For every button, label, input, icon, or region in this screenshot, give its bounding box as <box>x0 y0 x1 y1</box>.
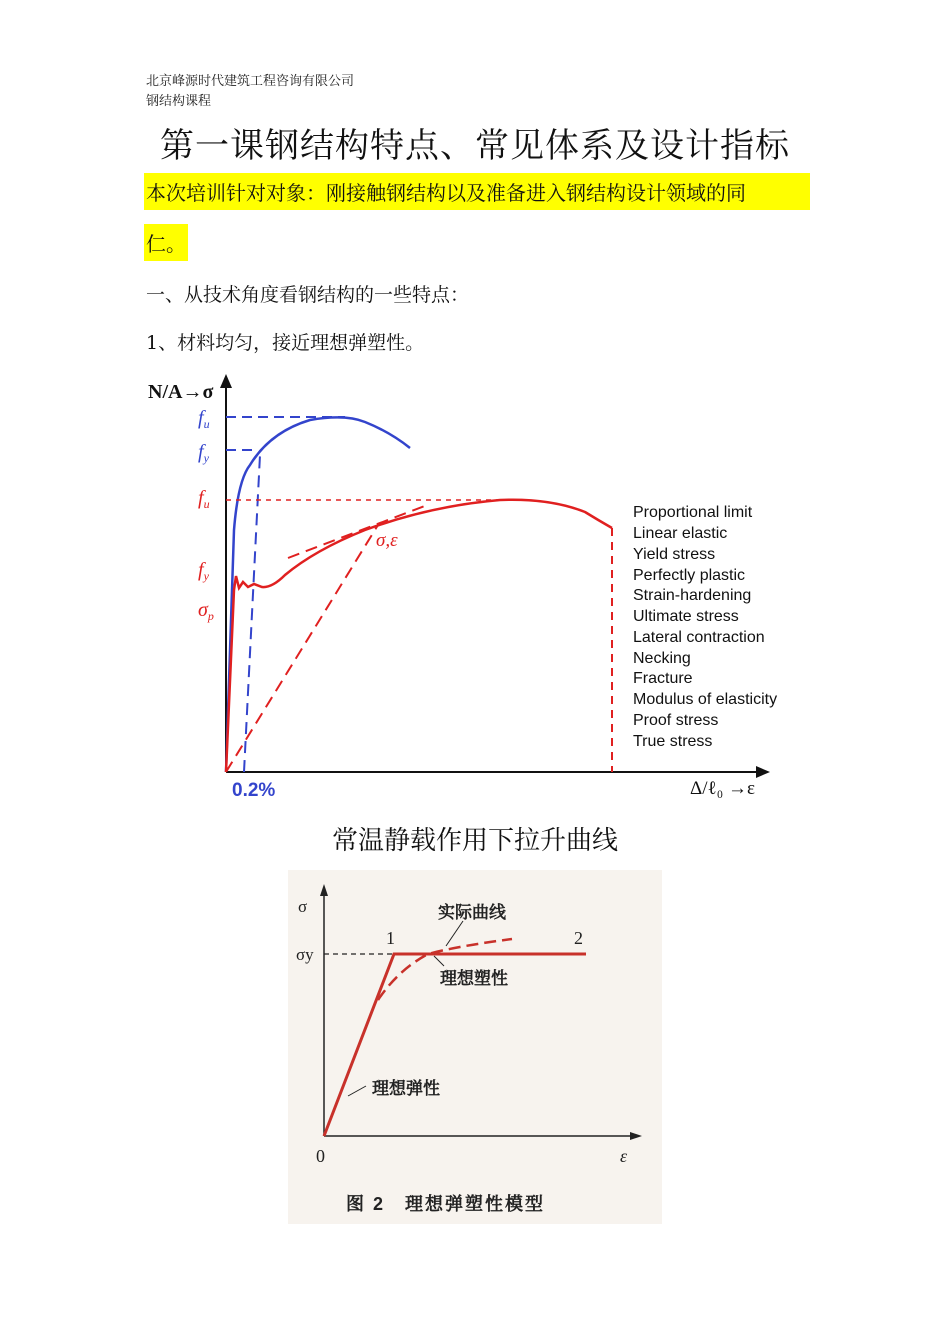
red-stress-curve <box>226 500 612 772</box>
legend-item: Linear elastic <box>633 525 728 542</box>
red-fu-label: $f_u$ <box>198 487 210 511</box>
elastic-plastic-figure <box>288 870 662 1224</box>
point-label: σ,ε <box>376 530 398 551</box>
highlight-line-1: 本次培训针对对象：刚接触钢结构以及准备进入钢结构设计领域的同 <box>144 173 810 210</box>
blue-fu-label: $f_u$ <box>198 407 210 431</box>
highlight-line-2: 仁。 <box>144 224 188 261</box>
blue-offset-line <box>244 455 260 772</box>
figure1-caption: 常温静载作用下拉升曲线 <box>331 826 618 856</box>
y-axis-arrow <box>220 374 232 388</box>
x-axis-arrow <box>630 1132 642 1140</box>
offset-label: 0.2% <box>232 780 276 801</box>
header-course: 钢结构课程 <box>146 94 212 109</box>
label-pointer <box>446 921 463 946</box>
figure2-caption: 图 2 理想弹塑性模型 <box>346 1194 546 1214</box>
y-axis-label: N/A→σ <box>148 381 214 403</box>
stress-strain-figure <box>140 370 800 810</box>
actual-curve-label: 实际曲线 <box>438 903 506 922</box>
legend <box>633 504 777 750</box>
sigma-y-label: σy <box>296 945 314 964</box>
red-sigma-p-label: $\sigma_p$ <box>198 599 214 623</box>
section-heading: 一、从技术角度看钢结构的一些特点： <box>146 284 470 306</box>
ideal-plastic-label: 理想塑性 <box>440 969 508 988</box>
label-pointer <box>348 1086 366 1096</box>
legend-item: Proof stress <box>633 712 719 729</box>
legend-item: Necking <box>633 650 691 667</box>
y-axis-label: σ <box>298 897 308 916</box>
y-axis-arrow <box>320 884 328 896</box>
legend-item: Ultimate stress <box>633 608 739 625</box>
legend-item: True stress <box>633 733 713 750</box>
blue-fy-label: $f_y$ <box>198 441 209 465</box>
header-company: 北京峰源时代建筑工程咨询有限公司 <box>146 74 355 89</box>
legend-item: Modulus of elasticity <box>633 691 778 708</box>
label-pointer <box>434 956 444 966</box>
legend-item: Strain-hardening <box>633 587 752 604</box>
origin-label: 0 <box>316 1146 325 1166</box>
red-tangent-line <box>288 504 430 558</box>
red-fy-label: $f_y$ <box>198 559 209 583</box>
legend-item: Perfectly plastic <box>633 567 746 584</box>
legend-item: Lateral contraction <box>633 629 765 646</box>
list-item: 1、材料均匀，接近理想弹塑性。 <box>146 332 425 354</box>
x-axis-label: Δ/ℓ₀ →ε <box>690 778 755 799</box>
page-title: 第一课钢结构特点、常见体系及设计指标 <box>160 126 790 166</box>
point-1-label: 1 <box>386 928 395 948</box>
x-axis-arrow <box>756 766 770 778</box>
x-axis-label: ε <box>620 1146 628 1166</box>
elastic-plastic-svg <box>288 870 662 1224</box>
legend-item: Yield stress <box>633 546 716 563</box>
ideal-elastic-label: 理想弹性 <box>372 1079 440 1098</box>
point-2-label: 2 <box>574 928 583 948</box>
legend-item: Proportional limit <box>633 504 753 521</box>
legend-item: Fracture <box>633 670 693 687</box>
